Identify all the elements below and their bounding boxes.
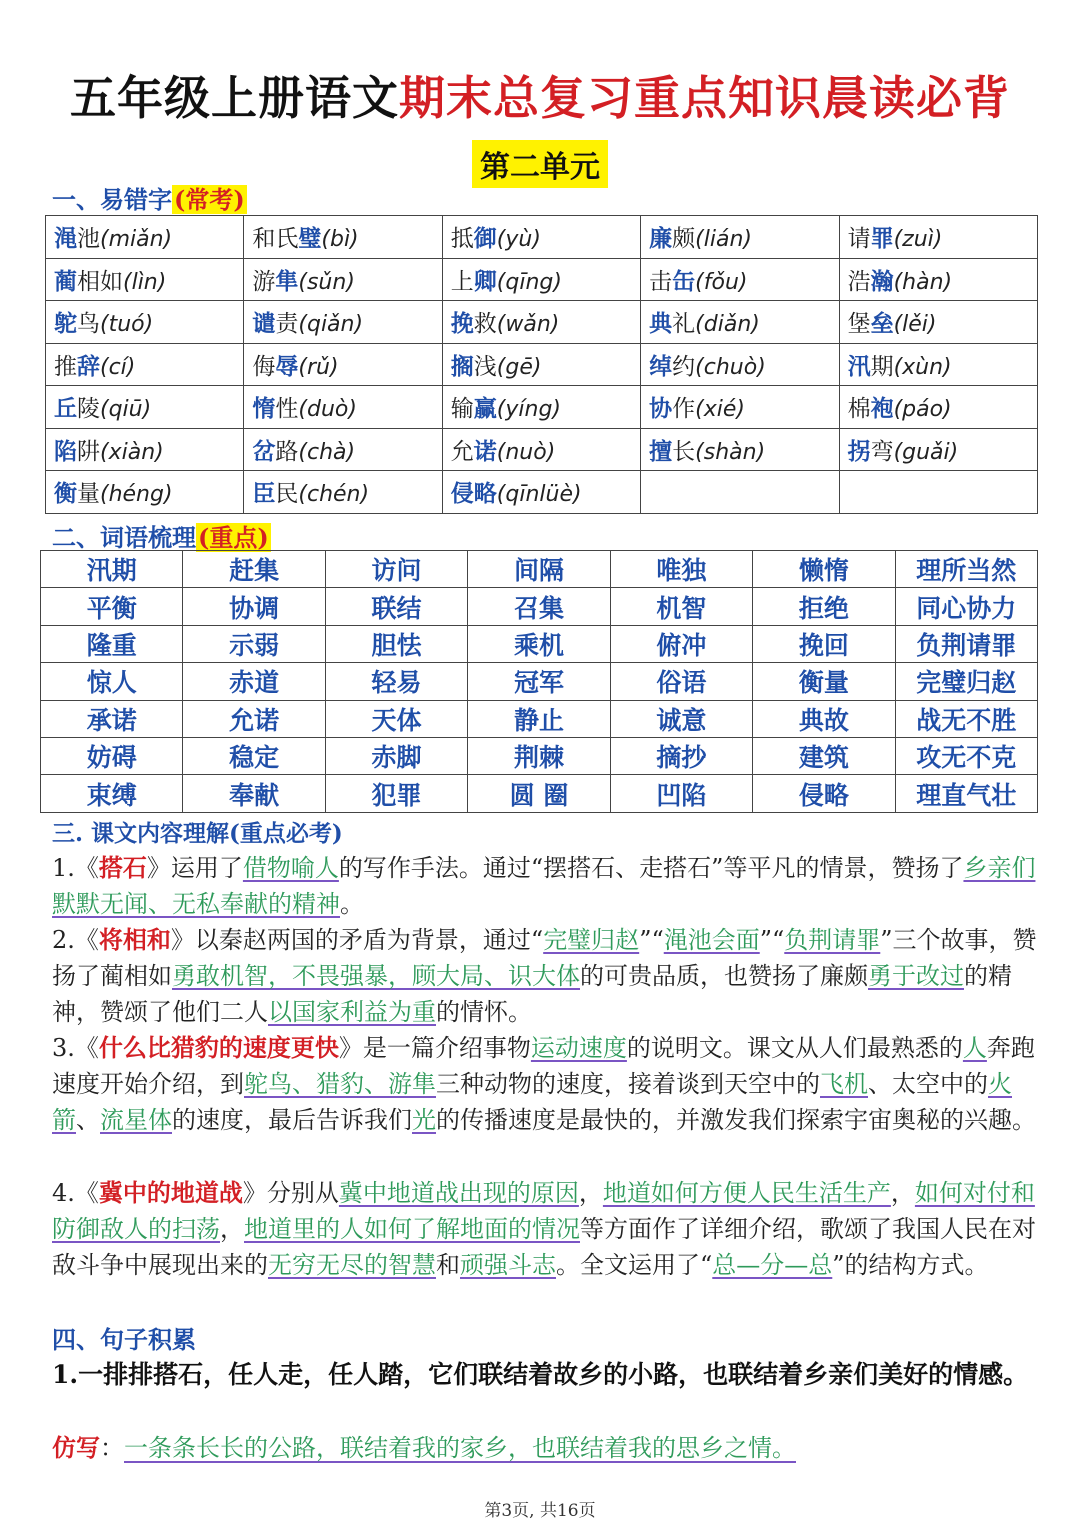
char-text: 御 — [473, 226, 497, 253]
p4-text: ， — [220, 1215, 244, 1243]
char-text: 侵 — [450, 481, 474, 508]
word-table-row — [41, 588, 1038, 625]
section-2-tag: (重点) — [198, 523, 269, 552]
char-text: 责 — [275, 311, 299, 338]
char-text: 抵 — [450, 226, 474, 253]
p1-title: 搭石 — [98, 853, 147, 882]
char-table-cell — [442, 301, 640, 344]
char-text: 缶 — [672, 268, 696, 295]
char-table-cell — [641, 343, 839, 386]
char-table-cell — [46, 216, 244, 259]
char-table-cell — [839, 216, 1037, 259]
word-table-cell: 摘抄 — [610, 737, 752, 774]
pinyin: (chuò) — [695, 354, 766, 380]
char-table-cell — [442, 216, 640, 259]
word-table-cell: 侵略 — [753, 775, 895, 812]
char-table-cell — [839, 301, 1037, 344]
pinyin: (miǎn) — [100, 227, 173, 253]
word-table-cell: 荆棘 — [468, 737, 610, 774]
char-table-cell — [641, 301, 839, 344]
char-text: 量 — [77, 481, 100, 508]
p4-keyword: 地道里的人如何了解地面的情况 — [244, 1215, 580, 1243]
p4-text: ， — [578, 1179, 603, 1207]
p1-text: 1.《 — [52, 854, 99, 882]
p3-keyword: 飞机 — [820, 1070, 868, 1098]
pinyin: (chà) — [298, 439, 356, 465]
word-table-cell: 诚意 — [610, 700, 752, 737]
p2-text: 2.《 — [52, 926, 99, 954]
word-table-cell: 圆 圈 — [468, 775, 610, 812]
pinyin: (qīng) — [496, 269, 562, 295]
p2-text: ”“ — [639, 926, 664, 954]
p2-title: 将相和 — [98, 925, 171, 954]
p3-keyword: 光 — [412, 1106, 436, 1134]
char-text: 赢 — [473, 396, 497, 423]
pinyin: (guǎi) — [893, 439, 959, 465]
word-table-cell: 犯罪 — [325, 775, 467, 812]
char-table-cell — [244, 343, 442, 386]
char-text: 隼 — [275, 268, 299, 295]
char-text: 鸟 — [77, 311, 100, 338]
section-4-heading — [52, 1320, 196, 1355]
p2-text: 的精神，赞颂了他们二人 — [52, 962, 1012, 1026]
error-prone-char-table — [45, 215, 1038, 514]
word-table-cell: 赤道 — [183, 663, 325, 700]
word-table-cell: 赶集 — [183, 551, 325, 588]
section-2-title: 二、词语梳理 — [52, 523, 196, 552]
char-text: 期 — [870, 353, 894, 380]
char-text: 辱 — [275, 353, 299, 380]
word-table-cell: 奉献 — [183, 775, 325, 812]
pinyin: (xié) — [695, 397, 746, 423]
char-text: 衡 — [54, 481, 77, 508]
p4-title: 冀中的地道战 — [98, 1178, 243, 1207]
char-text: 辞 — [77, 353, 100, 380]
char-text: 拐 — [847, 438, 871, 465]
char-text: 挽 — [450, 311, 474, 338]
char-text: 棉 — [847, 396, 871, 423]
word-table-cell: 束缚 — [41, 775, 183, 812]
char-table-cell — [46, 301, 244, 344]
char-table-cell — [442, 258, 640, 301]
char-text: 救 — [473, 311, 497, 338]
p2-text: ”三个故事，赞扬了蔺相如 — [52, 926, 1037, 990]
char-table-row — [46, 301, 1038, 344]
char-text: 璧 — [298, 226, 322, 253]
char-table-cell — [244, 428, 442, 471]
p4-keyword: 总—分—总 — [712, 1251, 833, 1279]
word-table-cell: 妨碍 — [41, 737, 183, 774]
char-table-cell — [244, 258, 442, 301]
char-text: 搁 — [450, 353, 474, 380]
char-text: 堡 — [847, 311, 871, 338]
pinyin: (qiū) — [100, 397, 152, 423]
char-text: 汛 — [847, 353, 871, 380]
word-table-row — [41, 625, 1038, 662]
imitation-label: 仿写 — [52, 1433, 100, 1462]
p3-text: 三种动物的速度，接着谈到天空中的 — [436, 1070, 820, 1098]
char-table-cell — [244, 301, 442, 344]
word-table-cell: 懒惰 — [753, 551, 895, 588]
word-table-cell: 静止 — [468, 700, 610, 737]
char-text: 袍 — [870, 396, 894, 423]
word-table-cell: 建筑 — [753, 737, 895, 774]
word-table-cell: 胆怯 — [325, 625, 467, 662]
imitation-line — [52, 1428, 796, 1463]
char-table-cell — [839, 258, 1037, 301]
pinyin: (qiǎn) — [298, 312, 364, 338]
word-table-cell: 平衡 — [41, 588, 183, 625]
pinyin: (rǔ) — [298, 354, 339, 380]
word-table-cell: 承诺 — [41, 700, 183, 737]
pinyin: (qīnlüè) — [496, 482, 582, 508]
word-table-cell: 负荆请罪 — [895, 625, 1037, 662]
word-table-cell: 隆重 — [41, 625, 183, 662]
char-text: 相如 — [77, 268, 123, 295]
section-3-title: 三. 课文内容理解(重点必考) — [52, 820, 343, 847]
p2-keyword: 勇敢机智，不畏强暴，顾大局、识大体 — [172, 962, 580, 990]
imitation-sentence: 一条条长长的公路，联结着我的家乡，也联结着我的思乡之情。 — [124, 1434, 796, 1462]
p2-keyword: 完璧归赵 — [543, 926, 640, 954]
p2-keyword: 勇于改过 — [868, 962, 964, 990]
char-text: 颇 — [672, 226, 696, 253]
p3-text: 的说明文。课文从人们最熟悉的 — [626, 1034, 963, 1062]
p2-keyword: 渑池会面 — [663, 926, 760, 954]
pinyin: (xiàn) — [100, 439, 164, 465]
imitation-colon: ： — [100, 1434, 124, 1462]
word-table-cell: 唯独 — [610, 551, 752, 588]
char-text: 路 — [275, 438, 299, 465]
p1-keyword: 借物喻人 — [242, 854, 339, 882]
word-table-cell: 赤脚 — [325, 737, 467, 774]
char-text: 推 — [54, 353, 77, 380]
char-table-cell — [839, 428, 1037, 471]
char-text: 作 — [672, 396, 696, 423]
pinyin: (gē) — [496, 354, 542, 380]
word-table-cell: 稳定 — [183, 737, 325, 774]
char-table-cell — [839, 343, 1037, 386]
p3-text: 的传播速度是最快的，并激发我们探索宇宙奥秘的兴趣。 — [436, 1106, 1036, 1134]
char-text: 陷 — [54, 438, 77, 465]
pinyin: (duò) — [298, 397, 357, 423]
char-text: 丘 — [54, 396, 77, 423]
char-text: 陵 — [77, 396, 100, 423]
word-table-cell: 凹陷 — [610, 775, 752, 812]
char-text: 鸵 — [54, 311, 77, 338]
char-text: 民 — [275, 481, 299, 508]
paragraph-3 — [52, 1030, 1037, 1138]
p4-text: 等方面作了详细介绍，歌颂了我国人民在对敌斗争中展现出来的 — [52, 1215, 1036, 1279]
char-table-cell — [46, 471, 244, 514]
pinyin: (sǔn) — [298, 269, 355, 295]
p4-text: 4.《 — [52, 1179, 99, 1207]
p4-keyword: 地道如何方便人民生活生产 — [602, 1179, 891, 1207]
char-text: 性 — [275, 396, 299, 423]
p1-text: 的写作手法。通过“摆搭石、走搭石”等平凡的情景，赞扬了 — [338, 854, 964, 882]
char-text: 上 — [450, 268, 474, 295]
model-sentence: 1.一排排搭石，任人走，任人踏，它们联结着故乡的小路，也联结着乡亲们美好的情感。 — [52, 1360, 1029, 1389]
pinyin: (páo) — [893, 397, 952, 423]
char-table-cell — [442, 471, 640, 514]
char-table-cell — [839, 471, 1037, 514]
p4-text: ， — [890, 1179, 915, 1207]
char-text: 请 — [847, 226, 871, 253]
char-table-cell — [244, 386, 442, 429]
char-text: 廉 — [649, 226, 673, 253]
p3-keyword: 鸵鸟、猎豹、游隼 — [244, 1070, 436, 1098]
char-table-row — [46, 471, 1038, 514]
word-table-cell: 理直气壮 — [895, 775, 1037, 812]
word-table-cell: 间隔 — [468, 551, 610, 588]
paragraph-1 — [52, 850, 1037, 922]
char-text: 池 — [77, 226, 100, 253]
paragraph-2 — [52, 922, 1037, 1030]
char-table-cell — [641, 386, 839, 429]
pinyin: (yíng) — [496, 397, 561, 423]
p3-text: 3.《 — [52, 1034, 99, 1062]
pinyin: (bì) — [321, 227, 359, 253]
p3-text: 奔跑速度开始介绍，到 — [52, 1034, 1035, 1098]
char-table-cell — [641, 471, 839, 514]
p2-text: 的情怀。 — [436, 998, 532, 1026]
word-table-cell: 协调 — [183, 588, 325, 625]
char-text: 擅 — [649, 438, 673, 465]
char-table-cell — [46, 343, 244, 386]
char-text: 协 — [649, 396, 673, 423]
p4-keyword: 如何对付和防御敌人的扫荡 — [52, 1179, 1035, 1243]
char-table-row — [46, 258, 1038, 301]
section-3-heading — [52, 815, 343, 848]
char-table-cell — [641, 216, 839, 259]
char-text: 礼 — [672, 311, 696, 338]
pinyin: (héng) — [100, 482, 173, 508]
p4-text: 和 — [436, 1251, 460, 1279]
word-table-cell: 惊人 — [41, 663, 183, 700]
char-text: 游 — [252, 268, 276, 295]
char-table-row — [46, 428, 1038, 471]
char-text: 约 — [672, 353, 696, 380]
p4-text: 》分别从 — [242, 1179, 339, 1207]
p3-keyword: 人 — [962, 1034, 987, 1062]
word-table-cell: 同心协力 — [895, 588, 1037, 625]
p1-text: 》运用了 — [146, 854, 243, 882]
p1-text: 。 — [340, 890, 364, 918]
char-text: 渑 — [54, 226, 77, 253]
word-table-cell: 挽回 — [753, 625, 895, 662]
word-table-cell: 轻易 — [325, 663, 467, 700]
word-table-row — [41, 551, 1038, 588]
char-text: 典 — [649, 311, 673, 338]
p2-text: 》以秦赵两国的矛盾为背景，通过“ — [170, 926, 544, 954]
char-text: 蔺 — [54, 268, 77, 295]
char-table-cell — [641, 428, 839, 471]
char-text: 罪 — [870, 226, 894, 253]
p3-keyword: 火箭 — [52, 1070, 1012, 1134]
char-table-cell — [442, 386, 640, 429]
title-red: 期末总复习重点知识晨读必背 — [399, 71, 1010, 125]
word-table-cell: 机智 — [610, 588, 752, 625]
unit-heading: 第二单元 — [472, 140, 608, 188]
char-table-cell — [46, 258, 244, 301]
p4-keyword: 顽强斗志 — [460, 1251, 556, 1279]
char-text: 谴 — [252, 311, 276, 338]
section-1-heading — [52, 180, 247, 215]
word-table-cell: 俗语 — [610, 663, 752, 700]
word-table-cell: 汛期 — [41, 551, 183, 588]
char-table-cell — [442, 343, 640, 386]
char-table-cell — [46, 386, 244, 429]
p3-text: 的速度，最后告诉我们 — [172, 1106, 412, 1134]
char-table-cell — [839, 386, 1037, 429]
char-text: 臣 — [252, 481, 276, 508]
word-table-cell: 衡量 — [753, 663, 895, 700]
word-table-row — [41, 775, 1038, 812]
word-list-table — [40, 550, 1038, 813]
p3-keyword: 流星体 — [100, 1106, 172, 1134]
word-table-cell: 访问 — [325, 551, 467, 588]
word-table-row — [41, 737, 1038, 774]
pinyin: (chén) — [298, 482, 370, 508]
char-table-cell — [641, 258, 839, 301]
char-text: 长 — [672, 438, 696, 465]
char-text: 弯 — [870, 438, 894, 465]
char-table-cell — [46, 428, 244, 471]
section-1-tag: (常考) — [174, 185, 245, 214]
word-table-cell: 乘机 — [468, 625, 610, 662]
char-table-cell — [244, 216, 442, 259]
char-text: 和氏 — [252, 226, 299, 253]
p2-text: ”“ — [759, 926, 785, 954]
char-text: 阱 — [77, 438, 100, 465]
pinyin: (zuì) — [893, 227, 943, 253]
p2-keyword: 负荆请罪 — [784, 926, 881, 954]
char-text: 允 — [450, 438, 474, 465]
p4-keyword: 冀中地道战出现的原因 — [338, 1179, 579, 1207]
p4-text: 。全文运用了“ — [556, 1251, 713, 1279]
p3-text: 》是一篇介绍事物 — [338, 1034, 531, 1062]
word-table-cell: 攻无不克 — [895, 737, 1037, 774]
char-text: 绰 — [649, 353, 673, 380]
word-table-cell: 拒绝 — [753, 588, 895, 625]
p3-text: 、 — [76, 1106, 100, 1134]
p1-keyword: 乡亲们默默无闻、无私奉献的精神 — [52, 854, 1036, 918]
word-table-cell: 理所当然 — [895, 551, 1037, 588]
section-2-heading — [52, 518, 271, 553]
char-text: 输 — [450, 396, 474, 423]
pinyin: (wǎn) — [496, 312, 560, 338]
word-table-row — [41, 663, 1038, 700]
p2-keyword: 以国家利益为重 — [268, 998, 436, 1026]
char-table-row — [46, 216, 1038, 259]
word-table-cell: 俯冲 — [610, 625, 752, 662]
pinyin: (yù) — [496, 227, 541, 253]
pinyin: (nuò) — [496, 439, 556, 465]
word-table-cell: 联结 — [325, 588, 467, 625]
pinyin: (cí) — [100, 354, 136, 380]
page-title — [0, 62, 1080, 128]
p2-text: 的可贵品质，也赞扬了廉颇 — [580, 962, 868, 990]
title-black: 五年级上册语文 — [70, 71, 399, 125]
pinyin: (hàn) — [893, 269, 953, 295]
word-table-cell: 典故 — [753, 700, 895, 737]
char-table-cell — [244, 471, 442, 514]
page-footer: 第3页, 共16页 — [484, 1501, 596, 1521]
paragraph-4 — [52, 1175, 1037, 1283]
word-table-cell: 战无不胜 — [895, 700, 1037, 737]
char-table-row — [46, 343, 1038, 386]
word-table-cell: 允诺 — [183, 700, 325, 737]
char-text: 岔 — [252, 438, 276, 465]
char-text: 击 — [649, 268, 673, 295]
section-1-title: 一、易错字 — [52, 185, 172, 214]
char-text: 瀚 — [870, 268, 894, 295]
section-4-title: 四、句子积累 — [52, 1325, 196, 1354]
pinyin: (shàn) — [695, 439, 766, 465]
word-table-cell: 冠军 — [468, 663, 610, 700]
word-table-cell: 示弱 — [183, 625, 325, 662]
char-table-cell — [442, 428, 640, 471]
char-text: 垒 — [870, 311, 894, 338]
p4-keyword: 无穷无尽的智慧 — [268, 1251, 436, 1279]
p3-text: 、太空中的 — [868, 1070, 988, 1098]
p3-keyword: 运动速度 — [530, 1034, 627, 1062]
pinyin: (lìn) — [123, 269, 167, 295]
char-table-row — [46, 386, 1038, 429]
char-text: 诺 — [473, 438, 497, 465]
pinyin: (lěi) — [893, 312, 937, 338]
pinyin: (diǎn) — [695, 312, 760, 338]
char-text: 浅 — [473, 353, 497, 380]
char-text: 略 — [473, 481, 497, 508]
word-table-cell: 召集 — [468, 588, 610, 625]
p4-text: ”的结构方式。 — [832, 1251, 989, 1279]
word-table-cell: 天体 — [325, 700, 467, 737]
word-table-cell: 完璧归赵 — [895, 663, 1037, 700]
char-text: 惰 — [252, 396, 276, 423]
pinyin: (tuó) — [100, 312, 154, 338]
p3-title: 什么比猎豹的速度更快 — [98, 1033, 339, 1062]
pinyin: (xùn) — [893, 354, 952, 380]
char-text: 卿 — [473, 268, 497, 295]
char-text: 浩 — [847, 268, 871, 295]
char-text: 侮 — [252, 353, 276, 380]
word-table-row — [41, 700, 1038, 737]
pinyin: (lián) — [695, 227, 752, 253]
pinyin: (fǒu) — [695, 269, 748, 295]
